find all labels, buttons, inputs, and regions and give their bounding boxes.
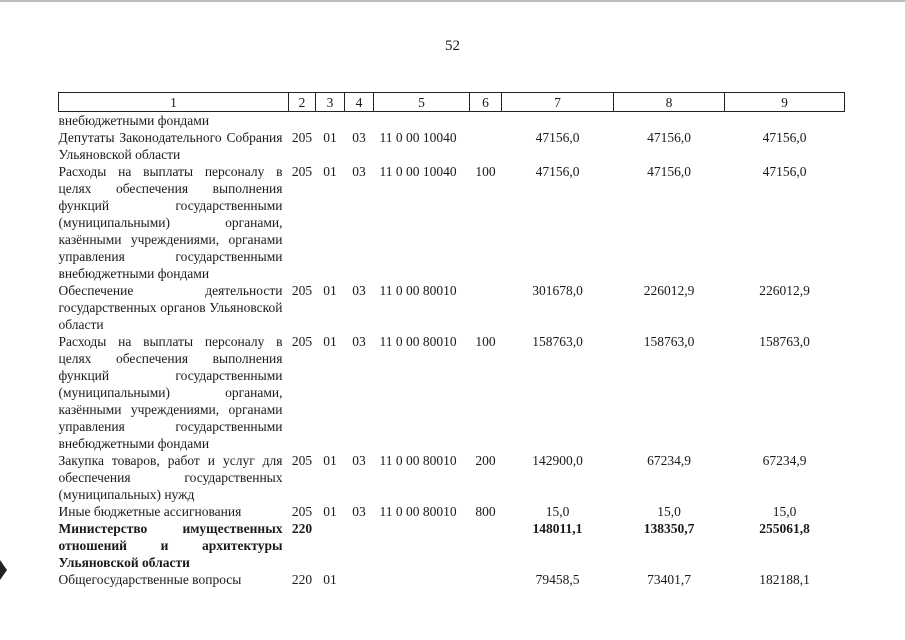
table-body — [59, 112, 845, 589]
row-expense-type — [470, 129, 502, 163]
row-description: Депутаты Законодательного Собрания Ульяновской области — [58, 130, 283, 162]
row-amount-col7: 79458,5 — [535, 572, 580, 587]
row-description: Министерство имущественных отношений и архитектуры Ульяновской области — [58, 521, 283, 570]
row-section — [316, 112, 345, 130]
row-target-article — [374, 112, 470, 130]
row-subsection — [345, 520, 374, 571]
row-subsection — [345, 112, 374, 130]
table-row — [59, 163, 845, 282]
row-amount-col8: 15,0 — [657, 504, 681, 519]
row-admin-code — [289, 112, 316, 130]
row-section: 01 — [323, 164, 337, 179]
row-amount-col7 — [502, 112, 614, 130]
row-amount-col8: 47156,0 — [647, 164, 691, 179]
header-cell-4: 4 — [345, 93, 374, 112]
row-admin-code: 205 — [291, 130, 313, 145]
row-expense-type — [470, 571, 502, 588]
row-amount-col9: 15,0 — [772, 504, 797, 519]
scan-top-edge — [0, 0, 905, 2]
row-amount-col9: 182188,1 — [759, 572, 810, 587]
row-section — [316, 520, 345, 571]
row-amount-col7: 301678,0 — [532, 283, 583, 298]
table-row — [59, 571, 845, 588]
row-target-article: 11 0 00 10040 — [379, 164, 457, 179]
row-amount-col9: 255061,8 — [759, 521, 810, 536]
row-target-article: 11 0 00 80010 — [379, 453, 457, 468]
table-row — [59, 333, 845, 452]
row-expense-type: 100 — [475, 164, 496, 179]
row-amount-col7: 47156,0 — [535, 130, 580, 145]
row-subsection — [345, 571, 374, 588]
table-row — [59, 282, 845, 333]
row-amount-col9: 47156,0 — [762, 164, 807, 179]
row-target-article: 11 0 00 80010 — [379, 334, 457, 349]
row-expense-type — [470, 282, 502, 333]
row-description: Расходы на выплаты персоналу в целях обеспечения выполнения функций государственными (муниципальными) органами, казёнными учреждениями, органами управления государственными внебюджетными фондами — [58, 164, 283, 281]
header-cell-7: 7 — [502, 93, 614, 112]
row-subsection: 03 — [352, 334, 366, 349]
header-cell-3: 3 — [316, 93, 345, 112]
row-amount-col9: 47156,0 — [762, 130, 807, 145]
table-row — [59, 503, 845, 520]
row-amount-col8: 226012,9 — [643, 283, 695, 298]
row-amount-col9: 158763,0 — [759, 334, 810, 349]
row-target-article — [374, 520, 470, 571]
row-admin-code: 205 — [291, 334, 313, 349]
row-description: Расходы на выплаты персоналу в целях обеспечения выполнения функций государственными (муниципальными) органами, казёнными учреждениями, органами управления государственными внебюджетными фондами — [58, 334, 283, 451]
row-amount-col9: 226012,9 — [759, 283, 810, 298]
row-admin-code: 205 — [291, 453, 313, 468]
header-cell-1: 1 — [59, 93, 289, 112]
row-subsection: 03 — [352, 164, 366, 179]
header-cell-5: 5 — [374, 93, 470, 112]
row-expense-type: 800 — [475, 504, 496, 519]
row-amount-col9: 67234,9 — [762, 453, 807, 468]
header-cell-9: 9 — [725, 93, 845, 112]
row-amount-col7: 158763,0 — [532, 334, 583, 349]
row-section: 01 — [323, 453, 337, 468]
row-section: 01 — [323, 334, 337, 349]
row-expense-type: 200 — [475, 453, 496, 468]
scan-margin-mark — [0, 560, 7, 580]
row-amount-col7: 47156,0 — [535, 164, 580, 179]
row-section: 01 — [323, 283, 337, 298]
row-section: 01 — [323, 504, 337, 519]
row-amount-col7: 148011,1 — [532, 521, 583, 536]
row-subsection: 03 — [352, 453, 366, 468]
row-admin-code: 205 — [291, 283, 313, 298]
header-cell-2: 2 — [289, 93, 316, 112]
table-row — [59, 112, 845, 130]
row-section: 01 — [323, 130, 337, 145]
row-expense-type — [470, 112, 502, 130]
table-row — [59, 129, 845, 163]
row-admin-code: 220 — [291, 572, 313, 587]
row-subsection: 03 — [352, 130, 366, 145]
header-cell-6: 6 — [470, 93, 502, 112]
row-admin-code: 205 — [291, 504, 313, 519]
row-target-article: 11 0 00 80010 — [379, 504, 457, 519]
row-description: Обеспечение деятельности государственных органов Ульяновской области — [58, 283, 283, 332]
row-amount-col7: 142900,0 — [532, 453, 583, 468]
row-amount-col8: 67234,9 — [647, 453, 691, 468]
row-description: Закупка товаров, работ и услуг для обеспечения государственных (муниципальных) нужд — [58, 453, 283, 502]
page-number: 52 — [445, 38, 460, 54]
table-row — [59, 452, 845, 503]
row-admin-code: 220 — [291, 521, 313, 536]
row-expense-type — [470, 520, 502, 571]
row-amount-col8: 73401,7 — [647, 572, 691, 587]
row-expense-type: 100 — [475, 334, 496, 349]
row-admin-code: 205 — [291, 164, 313, 179]
row-description: внебюджетными фондами — [58, 113, 210, 128]
row-target-article: 11 0 00 10040 — [379, 130, 457, 145]
table-header-row — [59, 93, 845, 112]
row-target-article — [374, 571, 470, 588]
row-amount-col8: 138350,7 — [643, 521, 695, 536]
row-section: 01 — [323, 572, 337, 587]
header-cell-8: 8 — [614, 93, 725, 112]
row-amount-col9 — [725, 112, 845, 130]
row-subsection: 03 — [352, 283, 366, 298]
row-subsection: 03 — [352, 504, 366, 519]
budget-table — [58, 92, 845, 588]
row-target-article: 11 0 00 80010 — [379, 283, 457, 298]
row-amount-col7: 15,0 — [545, 504, 570, 519]
table-row — [59, 520, 845, 571]
row-amount-col8: 47156,0 — [647, 130, 691, 145]
row-amount-col8: 158763,0 — [643, 334, 695, 349]
row-amount-col8 — [614, 112, 725, 130]
row-description: Иные бюджетные ассигнования — [58, 504, 242, 519]
row-description: Общегосударственные вопросы — [58, 572, 242, 587]
